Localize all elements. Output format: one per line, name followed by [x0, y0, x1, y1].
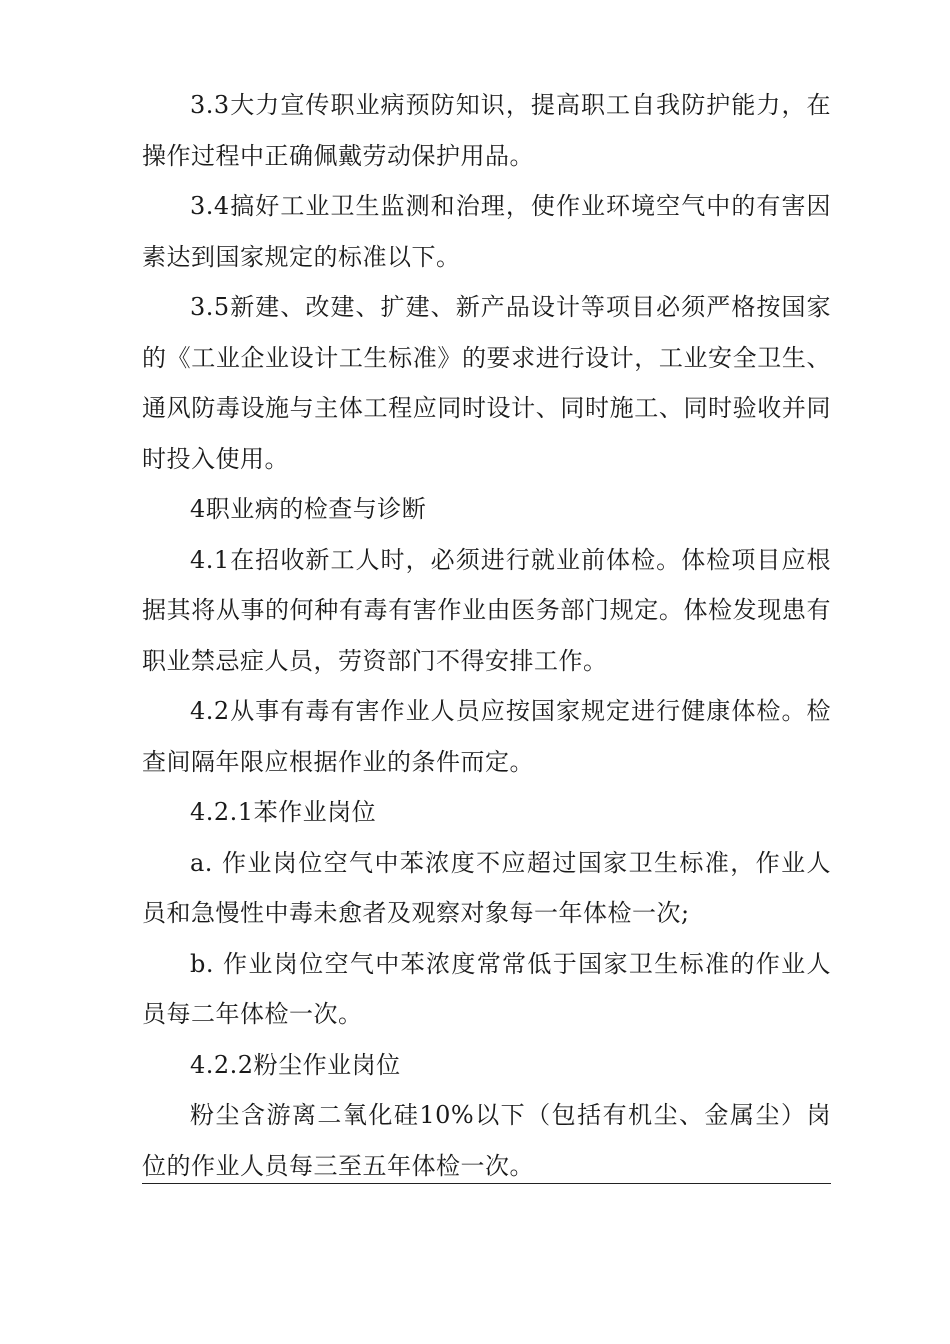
subsection-heading-4-2-2: 4.2.2粉尘作业岗位 — [190, 1050, 401, 1079]
list-item-a: a. 作业岗位空气中苯浓度不应超过国家卫生标准，作业人员和急慢性中毒未愈者及观察对象每一年体检一次; — [142, 848, 831, 927]
footer-divider — [142, 1183, 831, 1184]
document-body — [142, 80, 831, 1191]
paragraph-3-3: 3.3大力宣传职业病预防知识，提高职工自我防护能力，在操作过程中正确佩戴劳动保护用品。 — [142, 91, 831, 170]
subsection-heading-4-2-1: 4.2.1苯作业岗位 — [190, 798, 377, 826]
paragraph-4-1: 4.1在招收新工人时，必须进行就业前体检。体检项目应根据其将从事的何种有毒有害作业由医务部门规定。体检发现患有职业禁忌症人员，劳资部门不得安排工作。 — [142, 545, 831, 675]
paragraph-dust: 粉尘含游离二氧化硅10%以下（包括有机尘、金属尘）岗位的作业人员每三至五年体检一次。 — [142, 1101, 831, 1180]
section-heading-4: 4职业病的检查与诊断 — [190, 495, 427, 523]
paragraph-3-5: 3.5新建、改建、扩建、新产品设计等项目必须严格按国家的《工业企业设计工生标准》的要求进行设计，工业安全卫生、通风防毒设施与主体工程应同时设计、同时施工、同时验收并同时投入使用。 — [142, 293, 831, 473]
list-item-b: b. 作业岗位空气中苯浓度常常低于国家卫生标准的作业人员每二年体检一次。 — [142, 949, 831, 1028]
paragraph-3-4: 3.4搞好工业卫生监测和治理，使作业环境空气中的有害因素达到国家规定的标准以下。 — [142, 192, 831, 271]
paragraph-4-2: 4.2从事有毒有害作业人员应按国家规定进行健康体检。检查间隔年限应根据作业的条件而定。 — [142, 697, 831, 776]
